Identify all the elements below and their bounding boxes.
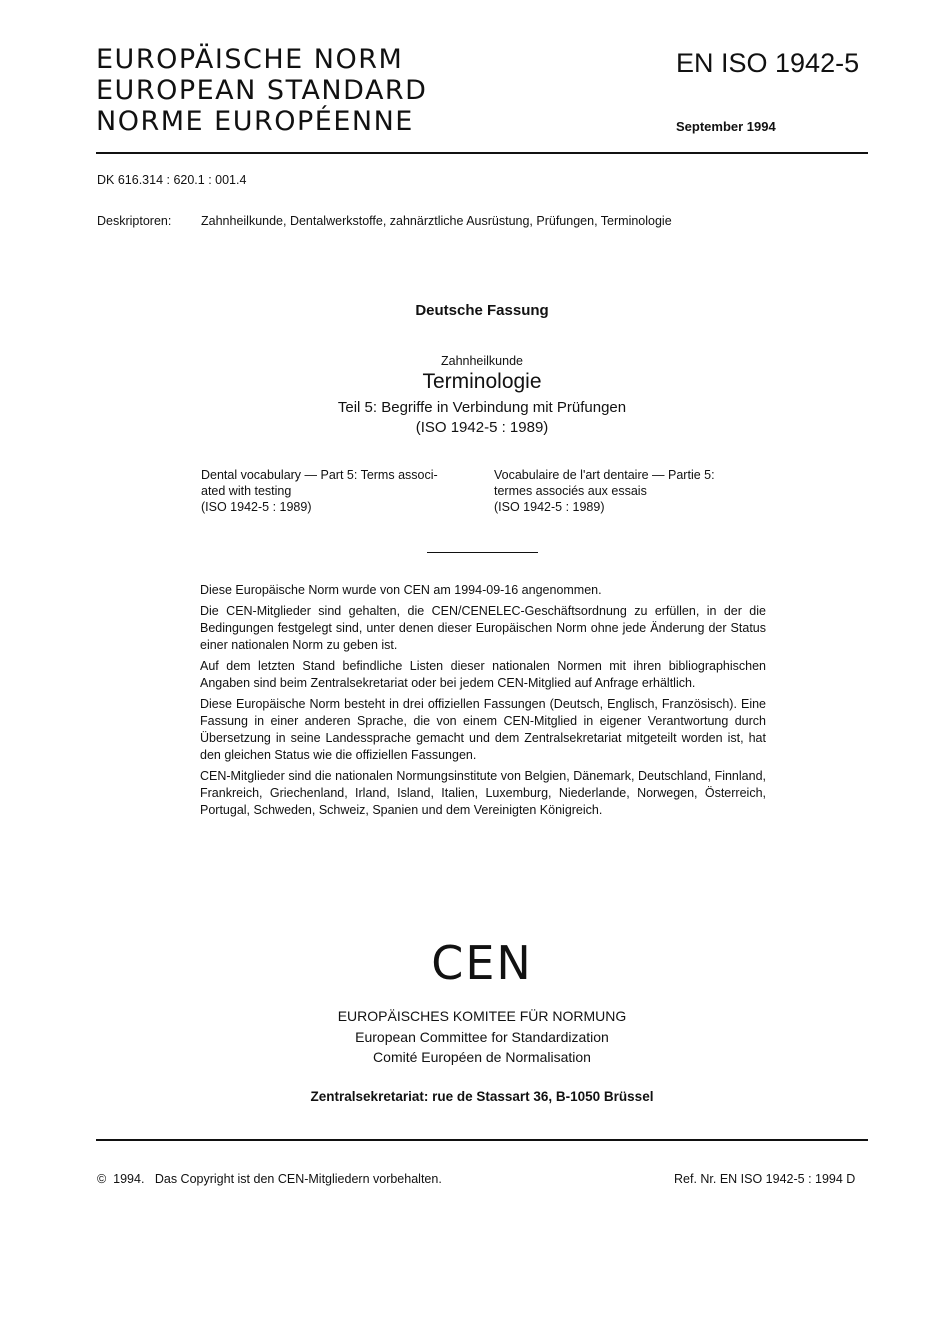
header-divider — [96, 152, 868, 154]
french-title-line: (ISO 1942-5 : 1989) — [494, 500, 605, 514]
title-part: Teil 5: Begriffe in Verbindung mit Prüfungen — [337, 399, 627, 416]
publication-date: September 1994 — [676, 119, 776, 134]
cen-logo: CEN — [431, 936, 533, 990]
reference-number: Ref. Nr. EN ISO 1942-5 : 1994 D — [674, 1172, 856, 1186]
notice-paragraph: Die CEN-Mitglieder sind gehalten, die CEN/CENELEC-Geschäftsordnung zu erfüllen, in der die Bedingungen festgelegt sind, unter denen dieser Europäischen Norm ohne jede Änderung der Status einer nationalen Norm zu geben ist. — [200, 604, 766, 652]
version-heading: Deutsche Fassung — [415, 302, 549, 319]
notice-paragraph: Diese Europäische Norm besteht in drei offiziellen Fassungen (Deutsch, Englisch, Französisch). Eine Fassung in einer anderen Sprache, die von einem CEN-Mitglied in eigener Verantwortung durch Übersetzung in seine Landessprache gemacht und dem Zentralsekretariat mitgeteilt worden ist, hat den gleichen Status wie die offiziellen Fassungen. — [200, 697, 766, 762]
descriptors-value: Zahnheilkunde, Dentalwerkstoffe, zahnärztliche Ausrüstung, Prüfungen, Terminologie — [201, 214, 672, 228]
standard-number: EN ISO 1942-5 — [676, 48, 860, 78]
english-title-line: ated with testing — [201, 484, 292, 498]
title-french: NORME EUROPÉENNE — [96, 106, 414, 137]
title-german: EUROPÄISCHE NORM — [96, 44, 404, 75]
secretariat-address: Zentralsekretariat: rue de Stassart 36, B-1050 Brüssel — [310, 1089, 654, 1104]
title-iso-reference: (ISO 1942-5 : 1989) — [415, 419, 549, 436]
cen-name-french: Comité Européen de Normalisation — [373, 1049, 591, 1065]
english-title-line: Dental vocabulary — Part 5: Terms associ- — [201, 468, 438, 482]
english-title-line: (ISO 1942-5 : 1989) — [201, 500, 312, 514]
cen-name-german: EUROPÄISCHES KOMITEE FÜR NORMUNG — [337, 1008, 627, 1024]
french-title-line: termes associés aux essais — [494, 484, 647, 498]
french-title-line: Vocabulaire de l'art dentaire — Partie 5: — [494, 468, 715, 482]
title-english: EUROPEAN STANDARD — [96, 75, 428, 106]
title-main: Terminologie — [422, 370, 542, 393]
notice-paragraph: Diese Europäische Norm wurde von CEN am 1994-09-16 angenommen. — [200, 583, 602, 597]
descriptors-label: Deskriptoren: — [97, 214, 172, 228]
cen-name-english: European Committee for Standardization — [355, 1029, 609, 1045]
footer-divider — [96, 1139, 868, 1141]
section-divider — [427, 552, 538, 553]
adoption-notice — [200, 582, 766, 823]
french-title — [494, 467, 774, 515]
dk-classification: DK 616.314 : 620.1 : 001.4 — [97, 173, 247, 187]
english-title — [201, 467, 481, 515]
notice-paragraph: CEN-Mitglieder sind die nationalen Normungsinstitute von Belgien, Dänemark, Deutschland, Finnland, Frankreich, Griechenland, Irland, Island, Italien, Luxemburg, Niederlande, Norwegen, Österreich, Portugal, Schweden, Schweiz, Spanien und dem Vereinigten Königreich. — [200, 769, 766, 817]
title-subject: Zahnheilkunde — [440, 354, 523, 368]
notice-paragraph: Auf dem letzten Stand befindliche Listen dieser nationalen Normen mit ihren bibliographischen Angaben sind beim Zentralsekretariat oder bei jedem CEN-Mitglied auf Anfrage erhältlich. — [200, 659, 766, 690]
standard-title-block — [96, 44, 427, 137]
copyright-notice: © 1994. Das Copyright ist den CEN-Mitgliedern vorbehalten. — [97, 1172, 442, 1186]
